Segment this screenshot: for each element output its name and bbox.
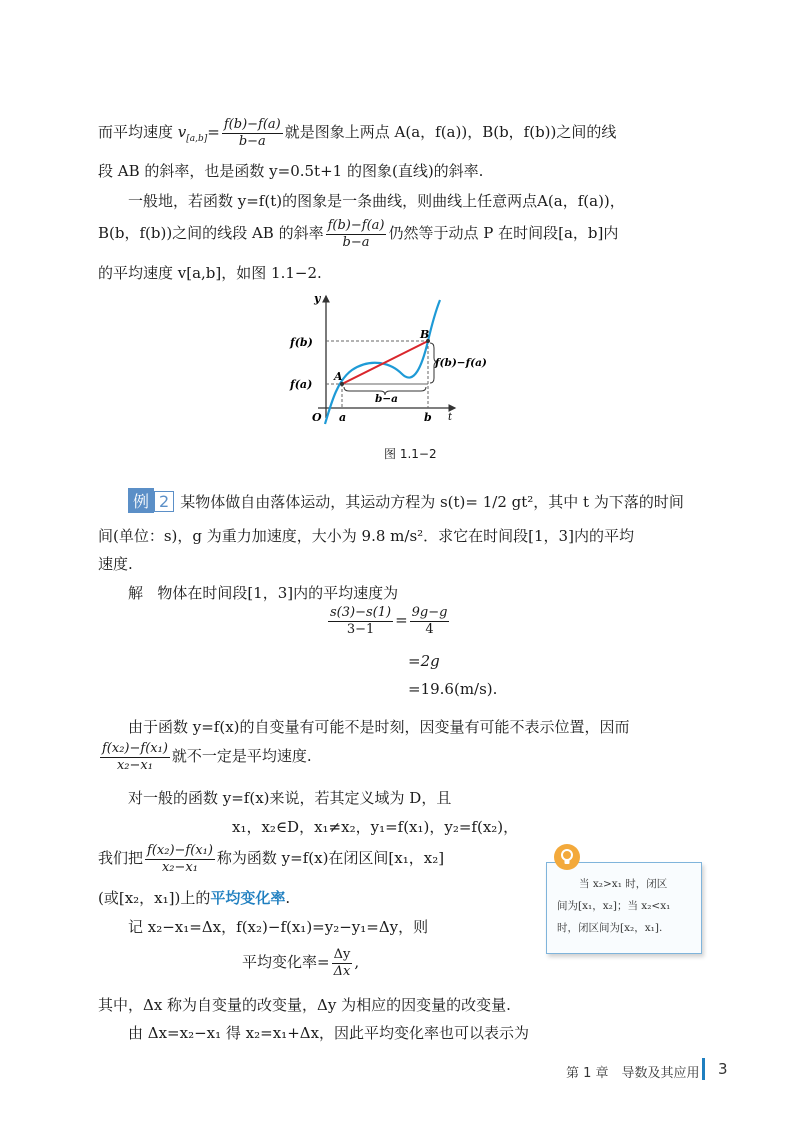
fraction: [145, 844, 215, 874]
v-symbol: v: [177, 123, 187, 142]
para2-line2: [98, 219, 618, 249]
solution-label: 解: [128, 584, 144, 602]
rate-formula: [242, 948, 359, 978]
frac-den: 4: [425, 621, 434, 637]
para2-line1: 一般地，若函数 y=f(t)的图象是一条曲线，则曲线上任意两点A(a，f(a))，: [128, 192, 625, 210]
para4-line4: [98, 887, 290, 908]
example-line3: 速度.: [98, 555, 133, 573]
v-subscript: [a,b]: [186, 134, 208, 145]
fraction: [332, 948, 353, 978]
text: ,: [354, 953, 360, 972]
text: .: [285, 889, 291, 907]
fraction: [222, 118, 283, 148]
frac-den: Δx: [333, 963, 351, 979]
para4-line1: 对一般的函数 y=f(x)来说，若其定义域为 D，且: [128, 789, 452, 807]
text: B(b，f(b))之间的线段 AB 的斜率: [98, 224, 324, 243]
example-number: 2: [154, 491, 174, 512]
note-line2: 间为[x₁，x₂]；当 x₂<x₁: [557, 900, 671, 912]
frac-den: b−a: [342, 234, 370, 250]
figure-caption: 图 1.1−2: [384, 447, 437, 461]
para4-line2: x₁，x₂∈D，x₁≠x₂，y₁=f(x₁)，y₂=f(x₂)，: [232, 818, 519, 836]
text: 平均变化率=: [242, 953, 330, 972]
calc-line1: [326, 606, 451, 636]
solution-line: [128, 582, 398, 603]
equals: =: [207, 123, 220, 142]
text: 就是图象上两点 A(a，f(a))，B(b，f(b))之间的线: [284, 123, 617, 142]
para3-line2: [98, 742, 312, 772]
para1-line2: 段 AB 的斜率，也是函数 y=0.5t+1 的图象(直线)的斜率.: [98, 162, 484, 180]
fraction: [326, 219, 387, 249]
side-note: [546, 862, 702, 954]
para4-line3: [98, 844, 444, 874]
frac-num: f(b)−f(a): [223, 117, 281, 132]
frac-num: 9g−g: [411, 605, 448, 620]
frac-den: 3−1: [346, 621, 375, 637]
text: (或[x₂，x₁])上的: [98, 889, 211, 907]
text: 而平均速度: [98, 123, 174, 142]
para1-line1: [98, 118, 616, 148]
fraction: [100, 742, 170, 772]
note-line1: 当 x₂>x₁ 时，闭区: [579, 878, 668, 890]
label-point-b: B: [420, 328, 430, 341]
frac-num: f(b)−f(a): [327, 218, 385, 233]
text: 仍然等于动点 P 在时间段[a，b]内: [388, 224, 619, 243]
label-ba: b−a: [375, 393, 398, 405]
fraction: [410, 606, 450, 636]
label-fa: f(a): [290, 378, 313, 391]
para5-line2: 由 Δx=x₂−x₁ 得 x₂=x₁+Δx，因此平均变化率也可以表示为: [128, 1024, 530, 1042]
frac-num: Δy: [333, 947, 351, 962]
frac-den: x₂−x₁: [116, 757, 153, 773]
text: 物体在时间段[1，3]内的平均速度为: [157, 584, 399, 602]
fraction: [328, 606, 393, 636]
footer-chapter: 第 1 章 导数及其应用: [566, 1066, 700, 1081]
note-line3: 时，闭区间为[x₂，x₁].: [557, 922, 663, 934]
para3-line1: 由于函数 y=f(x)的自变量有可能不是时刻，因变量有可能不表示位置，因而: [128, 718, 630, 736]
example-line2: 间(单位：s)，g 为重力加速度，大小为 9.8 m/s²．求它在时间段[1，3]内的平均: [98, 527, 634, 545]
figure-graph: [280, 290, 487, 430]
label-b: b: [424, 411, 432, 424]
frac-den: x₂−x₁: [161, 859, 198, 875]
para4-line5: 记 x₂−x₁=Δx，f(x₂)−f(x₁)=y₂−y₁=Δy，则: [128, 918, 429, 936]
text: 我们把: [98, 849, 144, 868]
example-tag: 例: [128, 488, 154, 513]
lightbulb-icon: [554, 844, 580, 870]
label-a: a: [339, 411, 347, 424]
term-highlight: 平均变化率: [210, 889, 286, 907]
footer-divider: [702, 1058, 705, 1080]
frac-den: b−a: [238, 133, 266, 149]
label-fb: f(b): [290, 336, 313, 349]
para2-line3: 的平均速度 v[a,b]，如图 1.1−2.: [98, 264, 322, 282]
text: 称为函数 y=f(x)在闭区间[x₁，x₂]: [216, 849, 445, 868]
calc-line2: =2g: [408, 652, 440, 670]
label-y: y: [314, 292, 321, 305]
para5-line1: 其中，Δx 称为自变量的改变量，Δy 为相应的因变量的改变量.: [98, 996, 511, 1014]
label-point-a: A: [334, 370, 343, 383]
frac-num: f(x₂)−f(x₁): [147, 843, 213, 858]
frac-num: s(3)−s(1): [330, 605, 392, 620]
text: 某物体做自由落体运动，其运动方程为 s(t)= 1/2 gt²，其中 t 为下落的时间: [180, 493, 684, 511]
secant-ab: [342, 341, 428, 384]
label-origin: O: [312, 411, 322, 424]
page-number: 3: [718, 1060, 728, 1078]
label-t: t: [448, 412, 453, 423]
frac-num: f(x₂)−f(x₁): [102, 741, 168, 756]
example-line1: [128, 488, 684, 513]
label-diff: f(b)−f(a): [435, 357, 487, 369]
calc-line3: =19.6(m/s).: [408, 680, 498, 698]
equals: =: [395, 611, 408, 630]
text: 就不一定是平均速度.: [171, 747, 312, 766]
